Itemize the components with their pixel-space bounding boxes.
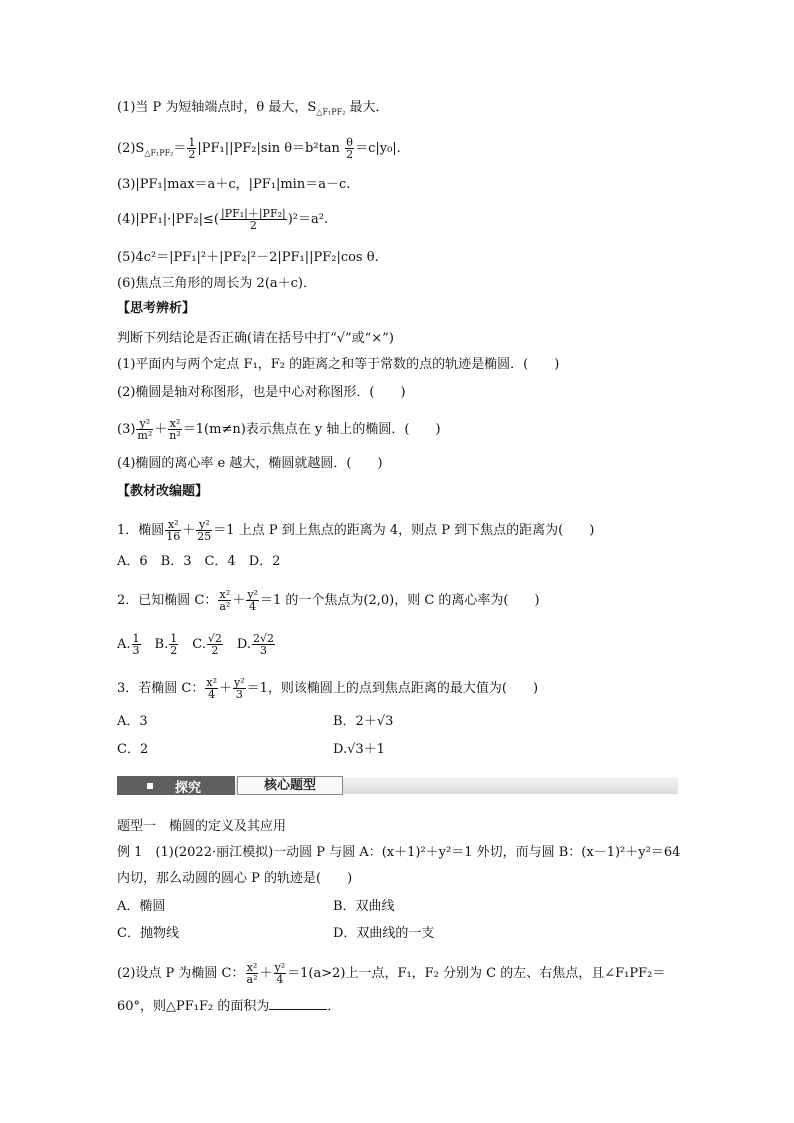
property-2: $(2)S_{\triangle F_1PF_2}=$ $\frac{1}{2}$ |PF₁||PF₂|sin θ＝b²tan $\frac{\theta}{2}$ ＝c|y₀|. xyxy=(117,136,401,161)
example-2-line-2: 60°，则△PF₁F₂ 的面积为 ． xyxy=(117,999,341,1014)
think-q4: (4)椭圆的离心率 e 越大，椭圆就越圆．( ) xyxy=(117,456,383,471)
think-q2: (2)椭圆是轴对称图形，也是中心对称图形．( ) xyxy=(117,385,406,400)
example-1-option-b: B．双曲线 xyxy=(333,899,395,914)
property-4: (4)|PF₁|·|PF₂|≤( $\frac{\text{|PF₁|＋|PF₂|}}{2}$ )²＝a². xyxy=(117,207,329,232)
property-5: (5)4c²＝|PF₁|²＋|PF₂|²－2|PF₁||PF₂|cos θ. xyxy=(117,250,379,265)
example-1-option-c: C．抛物线 xyxy=(117,926,179,941)
exercise-3-option-b: B．2＋√3 xyxy=(333,714,394,729)
think-q3: (3) $\frac{\text{y²}}{\text{m²}}$ ＋ $\frac{\text{x²}}{\text{n²}}$ ＝1(m≠n)表示焦点在 y 轴上的椭圆．( ) xyxy=(117,417,441,442)
exercise-3-option-c: C．2 xyxy=(117,742,149,757)
textbook-heading: 【教材改编题】 xyxy=(117,484,209,499)
exercise-2: 2．已知椭圆 C： $\frac{\text{x²}}{\text{a²}}$ ＋ $\frac{\text{y²}}{4}$ ＝1 的一个焦点为(2,0)，则 C 的离心率为( ) xyxy=(117,588,540,613)
property-1: (1)当 P 为短轴端点时，θ 最大，$S_{\triangle F_1PF_2}$ 最大． xyxy=(117,100,389,117)
exercise-3-option-d: D.√3＋1 xyxy=(333,742,385,757)
banner-right-block xyxy=(237,776,343,795)
banner-left-block xyxy=(117,776,235,795)
think-intro: 判断下列结论是否正确(请在括号中打“√”或“×”) xyxy=(117,331,394,346)
exercise-3: 3．若椭圆 C： $\frac{\text{x²}}{4}$ ＋ $\frac{\text{y²}}{3}$ ＝1，则该椭圆上的点到焦点距离的最大值为( ) xyxy=(117,676,539,701)
think-heading: 【思考辨析】 xyxy=(117,301,196,316)
banner-right-label: 核心题型 xyxy=(263,778,316,793)
exercise-3-option-a: A．3 xyxy=(117,714,148,729)
think-q1: (1)平面内与两个定点 F₁，F₂ 的距离之和等于常数的点的轨迹是椭圆．( ) xyxy=(117,357,560,372)
property-6: (6)焦点三角形的周长为 2(a＋c)． xyxy=(117,276,316,291)
exercise-1-options: A．6 B．3 C．4 D．2 xyxy=(117,554,281,569)
section-banner xyxy=(117,774,678,798)
example-1-line-2: 内切，那么动圆的圆心 P 的轨迹是( ) xyxy=(117,871,353,886)
example-1-line-1: 例 1 (1)(2022·丽江模拟)一动圆 P 与圆 A：(x＋1)²＋y²＝1 外切，而与圆 B：(x－1)²＋y²＝64 xyxy=(117,845,681,860)
banner-left-label: 探究 xyxy=(175,781,202,796)
example-2-line-1: (2)设点 P 为椭圆 C： $\frac{\text{x²}}{\text{a²}}$ ＋ $\frac{\text{y²}}{4}$ ＝1(a>2)上一点，F₁，F₂ 分别为 C 的左、右焦点，且∠F₁PF₂＝ xyxy=(117,961,666,986)
exercise-2-options: A. $\frac{1}{3}$ B. $\frac{1}{2}$ C. $\frac{√2}{2}$ D. $\frac{2√2}{3}$ xyxy=(117,632,275,657)
answer-blank[interactable] xyxy=(269,997,327,1010)
property-3: (3)|PF₁|max＝a＋c，|PF₁|min＝a－c. xyxy=(117,177,351,192)
topic-title: 题型一 椭圆的定义及其应用 xyxy=(117,819,287,834)
square-bullet-icon xyxy=(147,783,153,789)
example-1-option-a: A．椭圆 xyxy=(117,899,166,914)
example-1-option-d: D．双曲线的一支 xyxy=(333,926,435,941)
exercise-1: 1．椭圆 $\frac{\text{x²}}{16}$ ＋ $\frac{\text{y²}}{25}$ ＝1 上点 P 到上焦点的距离为 4，则点 P 到下焦点的距离为( ) xyxy=(117,518,595,543)
